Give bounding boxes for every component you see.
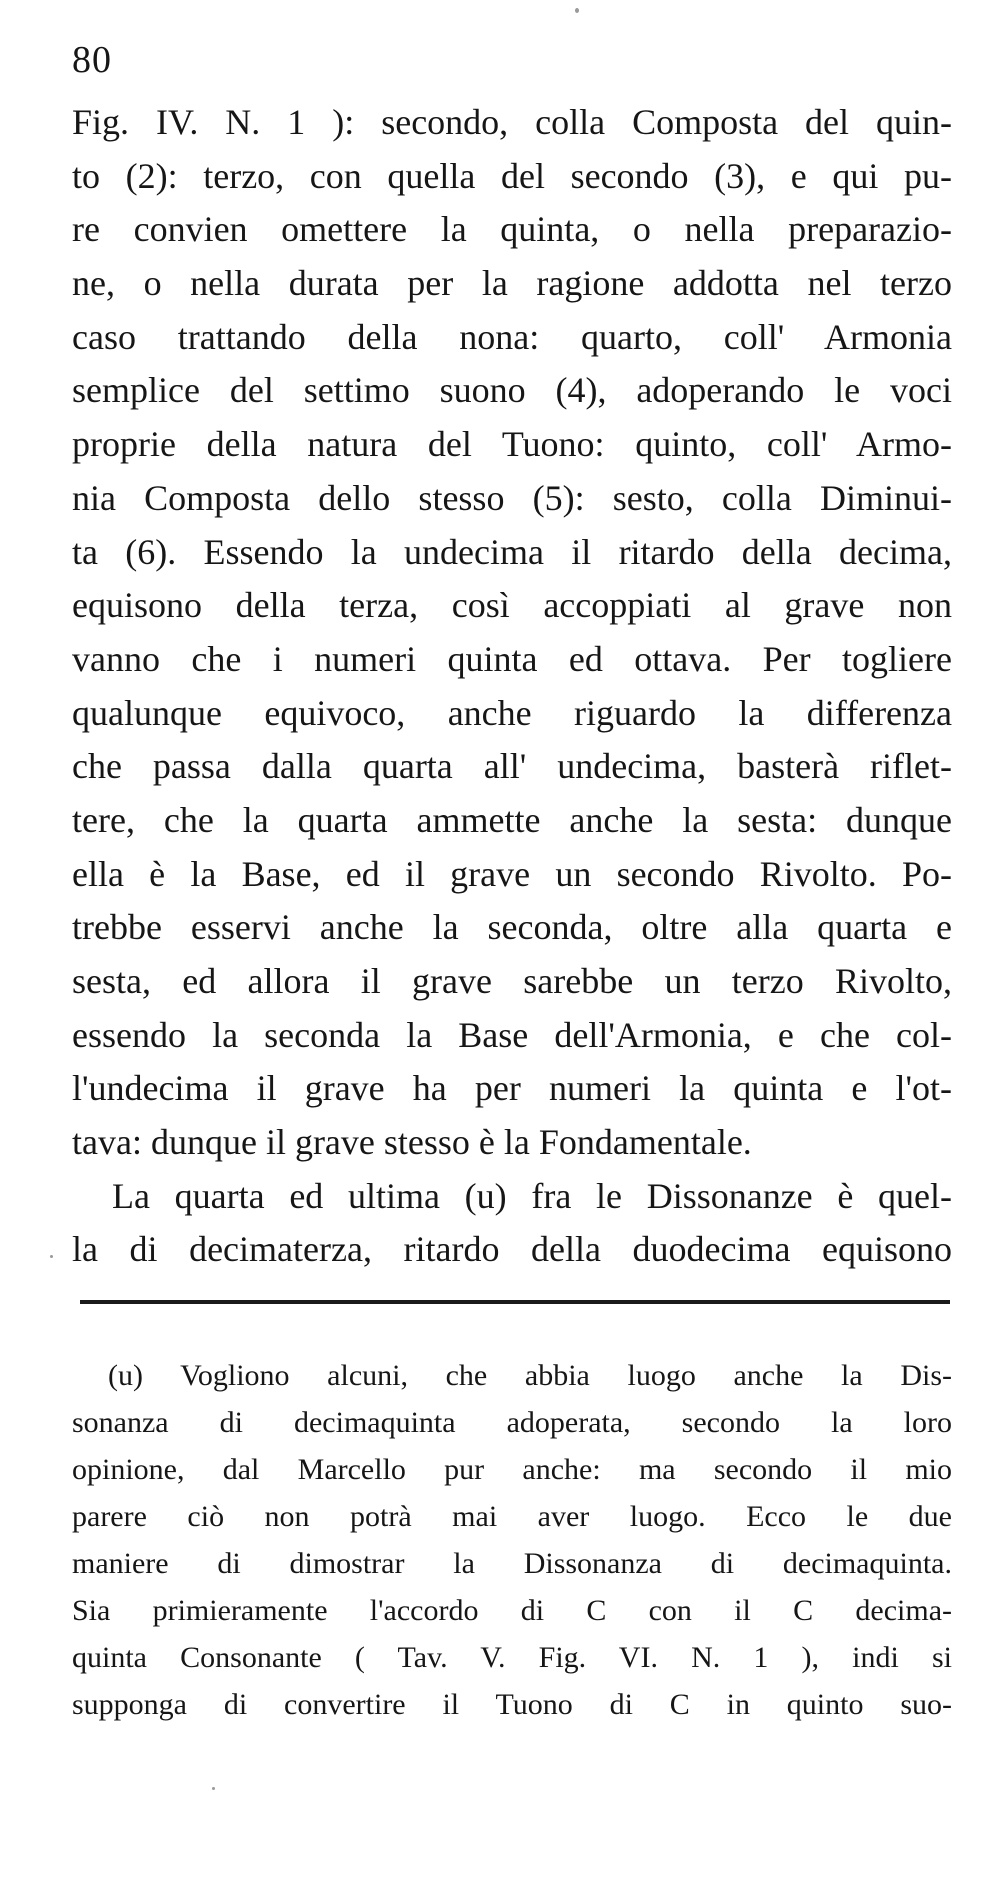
print-speck (50, 1255, 53, 1258)
text-line: trebbe esservi anche la seconda, oltre alla quarta e (72, 907, 952, 948)
text-line: ta (6). Essendo la undecima il ritardo della decima, (72, 531, 952, 572)
text-line: proprie della natura del Tuono: quinto, coll' Armo- (72, 424, 952, 465)
text-line: la di decimaterza, ritardo della duodecima equisono (72, 1229, 952, 1270)
text-line: che passa dalla quarta all' undecima, basterà riflet- (72, 746, 952, 787)
text-line: l'undecima il grave ha per numeri la quinta e l'ot- (72, 1068, 952, 1109)
text-line: qualunque equivoco, anche riguardo la differenza (72, 692, 952, 733)
footnote-line: sonanza di decimaquinta adoperata, secondo la loro (72, 1406, 952, 1439)
text-line: vanno che i numeri quinta ed ottava. Per togliere (72, 638, 952, 679)
text-line: to (2): terzo, con quella del secondo (3), e qui pu- (72, 155, 952, 196)
text-line: caso trattando della nona: quarto, coll' Armonia (72, 316, 952, 357)
text-line: Fig. IV. N. 1 ): secondo, colla Composta del quin- (72, 102, 952, 142)
text-line: ne, o nella durata per la ragione addotta nel terzo (72, 263, 952, 304)
footnote (72, 1352, 952, 1728)
footnote-line: Sia primieramente l'accordo di C con il C decima- (72, 1594, 952, 1627)
text-line: semplice del settimo suono (4), adoperando le voci (72, 370, 952, 411)
print-speck (575, 8, 579, 13)
footnote-line: opinione, dal Marcello pur anche: ma secondo il mio (72, 1453, 952, 1486)
footnote-line: quinta Consonante ( Tav. V. Fig. VI. N. 1 ), indi si (72, 1641, 952, 1674)
footnote-line: supponga di convertire il Tuono di C in quinto suo- (72, 1688, 952, 1721)
text-line: equisono della terza, così accoppiati al grave non (72, 585, 952, 626)
footnote-divider (80, 1300, 950, 1304)
footnote-line: maniere di dimostrar la Dissonanza di decimaquinta. (72, 1547, 952, 1580)
footnote-line: (u) Vogliono alcuni, che abbia luogo anche la Dis- (108, 1359, 952, 1392)
body-text (72, 96, 952, 1277)
text-line: ella è la Base, ed il grave un secondo Rivolto. Po- (72, 853, 952, 894)
text-line: La quarta ed ultima (u) fra le Dissonanze è quel- (112, 1175, 952, 1216)
text-line: sesta, ed allora il grave sarebbe un terzo Rivolto, (72, 961, 952, 1001)
text-line: tava: dunque il grave stesso è la Fondamentale. (72, 1122, 752, 1163)
text-line: essendo la seconda la Base dell'Armonia, e che col- (72, 1014, 952, 1055)
print-speck (212, 1787, 215, 1790)
text-line: tere, che la quarta ammette anche la sesta: dunque (72, 799, 952, 840)
footnote-line: parere ciò non potrà mai aver luogo. Ecco le due (72, 1500, 952, 1533)
text-line: nia Composta dello stesso (5): sesto, colla Diminui- (72, 477, 952, 518)
text-line: re convien omettere la quinta, o nella preparazio- (72, 209, 952, 250)
page-number: 80 (72, 39, 112, 81)
